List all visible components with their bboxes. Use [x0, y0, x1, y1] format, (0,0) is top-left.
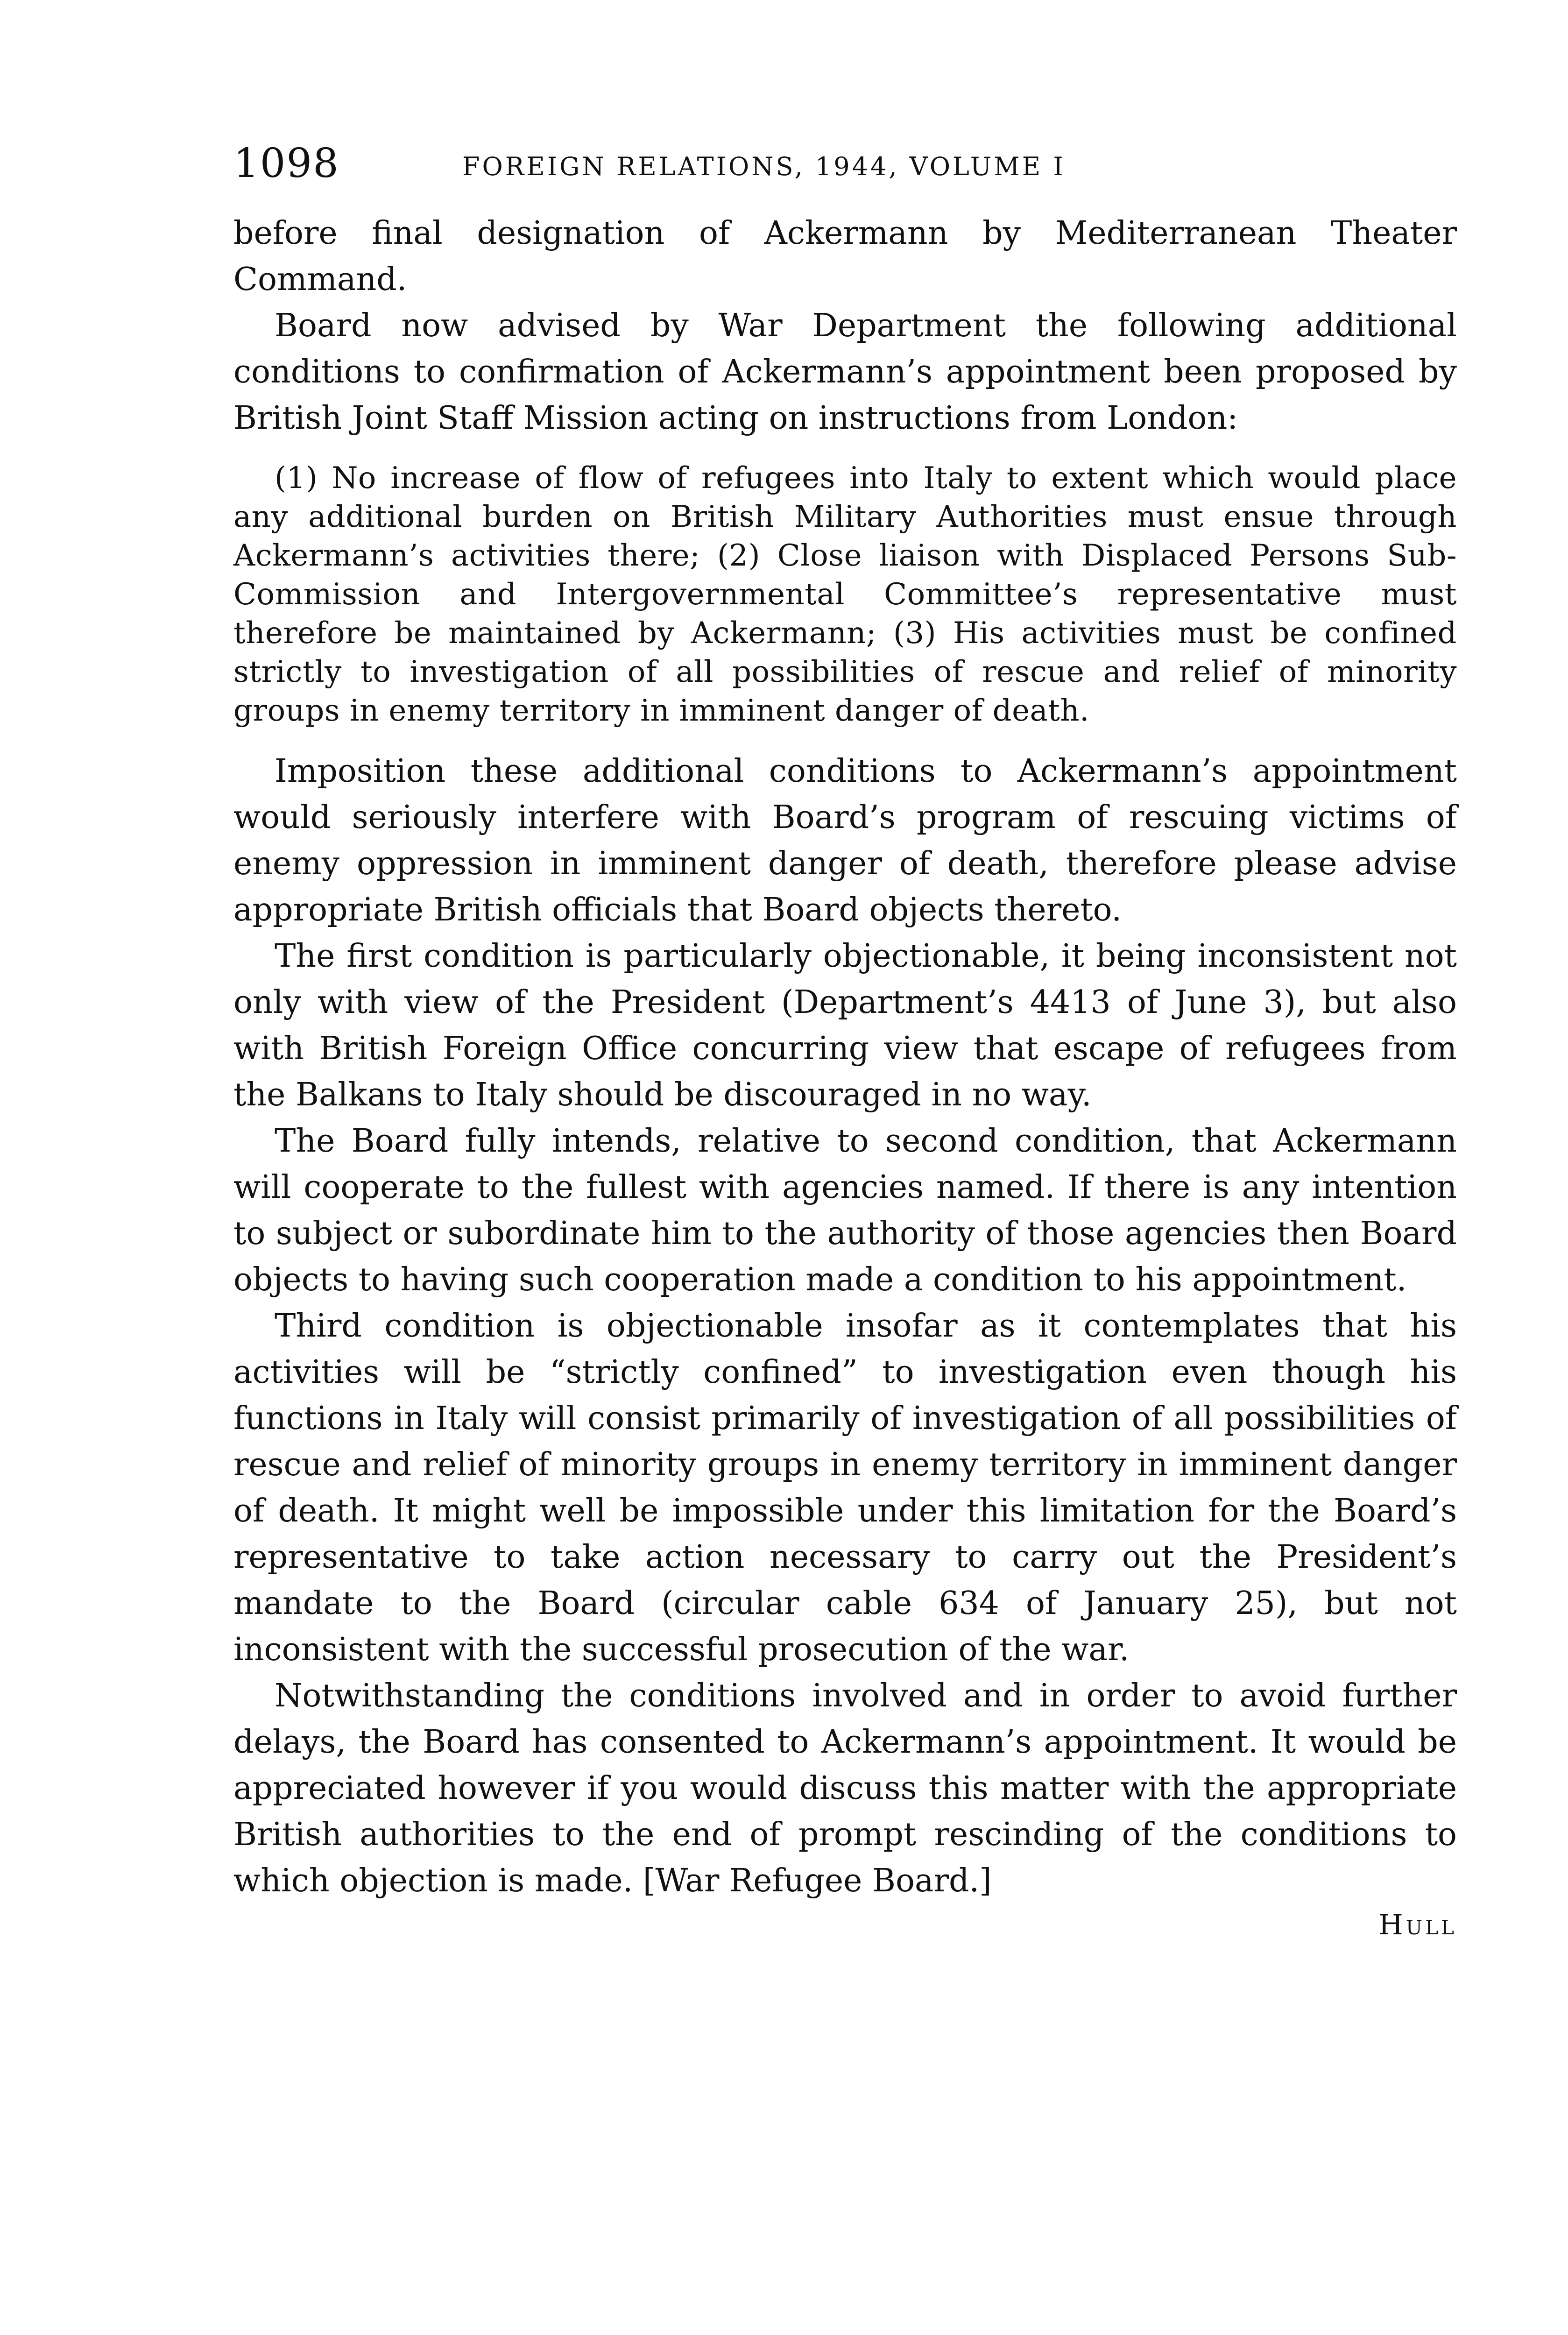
document-page [233, 140, 1457, 1945]
paragraph-third-condition: Third condition is objectionable insofar as it contemplates that his activities will be “strictly confined” to investigation even though his functions in Italy will consist primarily of investigation of all possibilities of rescue and relief of minority groups in enemy territory in imminent danger of death. It might well be impossible under this limitation for the Board’s representative to take action necessary to carry out the President’s mandate to the Board (circular cable 634 of January 25), but not inconsistent with the successful prosecution of the war. [233, 1308, 1457, 1668]
running-title: FOREIGN RELATIONS, 1944, VOLUME I [462, 152, 1066, 181]
paragraph-first-condition: The first condition is particularly objectionable, it being inconsistent not only with view of the President (Department’s 4413 of June 3), but also with British Foreign Office concurring view that escape of refugees from the Balkans to Italy should be discouraged in no way. [233, 938, 1457, 1113]
paragraph-continuation: before final designation of Ackermann by Mediterranean Theater Command. [233, 215, 1457, 298]
paragraph-second-condition: The Board fully intends, relative to second condition, that Ackermann will cooperate to the fullest with agencies named. If there is any intention to subject or subordinate him to the authority of those agencies then Board objects to having such cooperation made a condition to his appointment. [233, 1123, 1457, 1298]
page-number: 1098 [233, 140, 339, 187]
paragraph-conditions-list: (1) No increase of flow of refugees into Italy to extent which would place any additional burden on British Military Authorities must ensue through Ackermann’s activities there; (2) Close liaison with Displaced Persons Sub-Commission and Intergovernmental Committee’s representative must therefore be maintained by Ackermann; (3) His activities must be confined strictly to investigation of all possibilities of rescue and relief of minority groups in enemy territory in imminent danger of death. [233, 461, 1457, 728]
paragraph-notwithstanding: Notwithstanding the conditions involved and in order to avoid further delays, the Board has consented to Ackermann’s appointment. It would be appreciated however if you would discuss this matter with the appropriate British authorities to the end of prompt rescinding of the conditions to which objection is made. [War Refugee Board.] [233, 1677, 1457, 1899]
paragraph-board-advised: Board now advised by War Department the following additional conditions to confirmation of Ackermann’s appointment been proposed by British Joint Staff Mission acting on instructions from London: [233, 307, 1457, 437]
running-header [233, 140, 1457, 210]
signature: Hull [1378, 1909, 1457, 1941]
paragraph-imposition: Imposition these additional conditions to Ackermann’s appointment would seriously interfere with Board’s program of rescuing victims of enemy oppression in imminent danger of death, therefore please advise appropriate British officials that Board objects thereto. [233, 753, 1457, 928]
